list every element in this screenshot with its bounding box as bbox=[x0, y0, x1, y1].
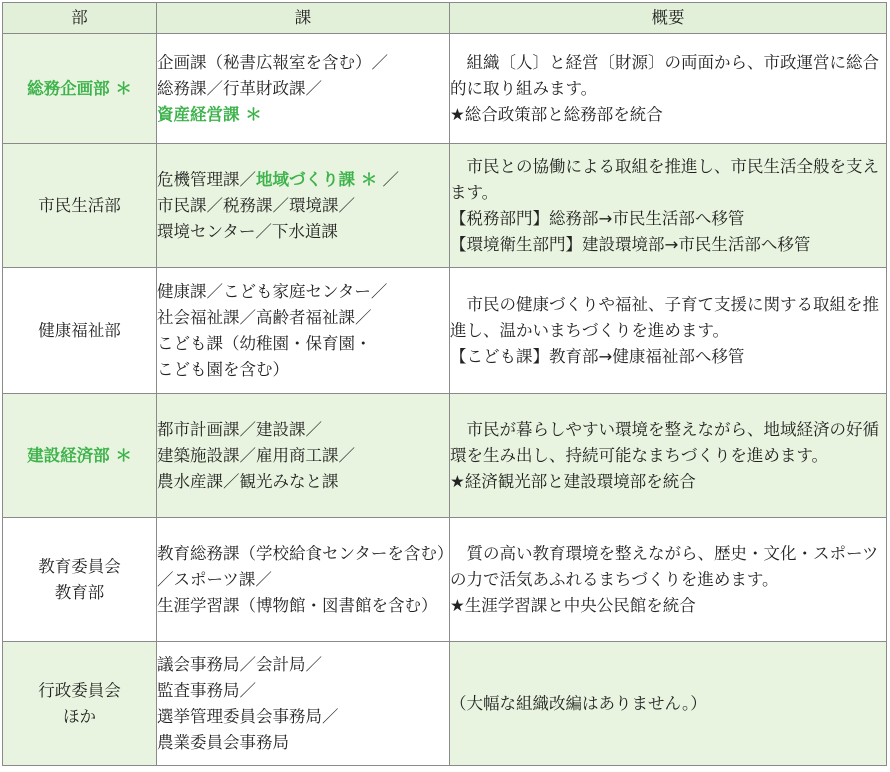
division-line: 健康課／こども家庭センター／ bbox=[157, 281, 388, 301]
division-line: 総務課／行革財政課／ bbox=[157, 78, 322, 98]
summary-cell bbox=[450, 144, 887, 268]
department-name: 建設経済部 ＊ bbox=[3, 394, 157, 518]
division-line: 市民課／税務課／環境課／ bbox=[157, 195, 355, 215]
summary-note: 【こども課】教育部→健康福祉部へ移管 bbox=[450, 346, 745, 366]
division-line: 教育総務課（学校給食センターを含む）／スポーツ課／ bbox=[157, 543, 446, 589]
table-row bbox=[3, 34, 887, 144]
summary-note: 【税務部門】総務部→市民生活部へ移管 bbox=[450, 208, 745, 228]
division-list bbox=[157, 144, 450, 268]
department-name-line: 教育部 bbox=[54, 582, 105, 602]
division-line: 危機管理課／地域づくり課 ＊ ／ bbox=[157, 169, 399, 189]
division-line: 議会事務局／会計局／ bbox=[157, 654, 322, 674]
summary-cell bbox=[450, 518, 887, 642]
summary-note: ★総合政策部と総務部を統合 bbox=[450, 104, 663, 124]
summary-cell bbox=[450, 642, 887, 766]
division-list bbox=[157, 518, 450, 642]
summary-text: 市民が暮らしやすい環境を整えながら、地域経済の好循環を生み出し、持続可能なまちづくりを進めます。 bbox=[450, 419, 879, 465]
header-division: 課 bbox=[157, 3, 450, 34]
division-line: 社会福祉課／高齢者福祉課／ bbox=[157, 307, 372, 327]
division-list bbox=[157, 642, 450, 766]
division-line: 農業委員会事務局 bbox=[157, 732, 289, 752]
division-line: 環境センター／下水道課 bbox=[157, 221, 338, 241]
table-row bbox=[3, 518, 887, 642]
summary-note: ★生涯学習課と中央公民館を統合 bbox=[450, 595, 696, 615]
division-line: 農水産課／観光みなと課 bbox=[157, 471, 339, 491]
summary-text: （大幅な組織改編はありません。） bbox=[450, 693, 707, 713]
table-row bbox=[3, 394, 887, 518]
table-row bbox=[3, 144, 887, 268]
department-name bbox=[3, 642, 157, 766]
department-name: 総務企画部 ＊ bbox=[3, 34, 157, 144]
department-name bbox=[3, 518, 157, 642]
summary-cell bbox=[450, 268, 887, 394]
header-summary: 概要 bbox=[450, 3, 887, 34]
division-line: こども課（幼稚園・保育園・ bbox=[157, 333, 372, 353]
header-department: 部 bbox=[3, 3, 157, 34]
summary-text: 質の高い教育環境を整えながら、歴史・文化・スポーツの力で活気あふれるまちづくりを進めます。 bbox=[450, 543, 879, 589]
division-line: 選挙管理委員会事務局／ bbox=[157, 706, 339, 726]
division-line-highlight: 資産経営課 ＊ bbox=[157, 104, 262, 124]
division-line: 都市計画課／建設課／ bbox=[157, 419, 322, 439]
division-line: 生涯学習課（博物館・図書館を含む） bbox=[157, 595, 438, 615]
department-name-line: 教育委員会 bbox=[38, 556, 121, 576]
summary-text: 市民との協働による取組を推進し、市民生活全般を支えます。 bbox=[450, 156, 879, 202]
summary-note: 【環境衛生部門】建設環境部→市民生活部へ移管 bbox=[450, 234, 811, 254]
division-line: こども園を含む） bbox=[157, 359, 289, 379]
table-row bbox=[3, 642, 887, 766]
summary-cell bbox=[450, 34, 887, 144]
division-list bbox=[157, 394, 450, 518]
division-line: 監査事務局／ bbox=[157, 680, 256, 700]
summary-note: ★経済観光部と建設環境部を統合 bbox=[450, 471, 696, 491]
division-line: 企画課（秘書広報室を含む）／ bbox=[157, 52, 388, 72]
summary-text: 組織〔人〕と経営〔財源〕の両面から、市政運営に総合的に取り組みます。 bbox=[450, 52, 879, 98]
division-list bbox=[157, 268, 450, 394]
division-line: 建築施設課／雇用商工課／ bbox=[157, 445, 355, 465]
summary-text: 市民の健康づくりや福祉、子育て支援に関する取組を推進し、温かいまちづくりを進めます。 bbox=[450, 294, 879, 340]
division-highlight: 地域づくり課 ＊ bbox=[256, 169, 378, 189]
table-row bbox=[3, 268, 887, 394]
department-name-line: 行政委員会 bbox=[38, 680, 121, 700]
department-name-line: ほか bbox=[63, 706, 96, 726]
summary-cell bbox=[450, 394, 887, 518]
division-list bbox=[157, 34, 450, 144]
organization-table bbox=[2, 2, 887, 766]
header-row bbox=[3, 3, 887, 34]
department-name: 健康福祉部 bbox=[3, 268, 157, 394]
department-name: 市民生活部 bbox=[3, 144, 157, 268]
